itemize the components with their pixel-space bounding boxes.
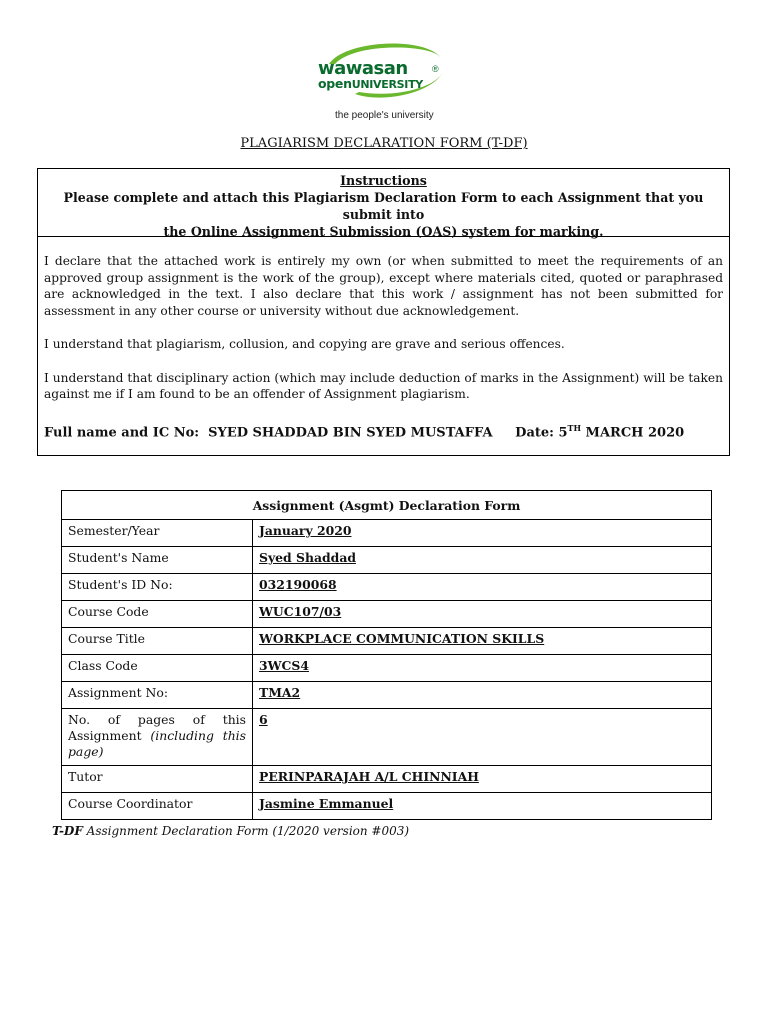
instructions-heading: Instructions: [340, 173, 427, 188]
course-coordinator-value: Jasmine Emmanuel: [253, 793, 712, 820]
assignment-form-title: Assignment (Asgmt) Declaration Form: [62, 491, 712, 520]
logo-tagline: the people's university: [335, 110, 434, 121]
row-label: No. of pages of this Assignment (including this page): [62, 709, 253, 766]
row-label: Assignment No:: [62, 682, 253, 709]
row-label: Class Code: [62, 655, 253, 682]
course-code-value: WUC107/03: [253, 601, 712, 628]
class-code-value: 3WCS4: [253, 655, 712, 682]
student-id-value: 032190068: [253, 574, 712, 601]
tutor-value: PERINPARAJAH A/L CHINNIAH: [253, 766, 712, 793]
course-title-value: WORKPLACE COMMUNICATION SKILLS: [253, 628, 712, 655]
form-title: PLAGIARISM DECLARATION FORM (T-DF): [240, 136, 528, 151]
instructions-line-2: the Online Assignment Submission (OAS) system for marking.: [163, 224, 604, 239]
assignment-no-value: TMA2: [253, 682, 712, 709]
table-row: [62, 766, 712, 793]
university-logo: [315, 42, 455, 124]
table-row: [62, 709, 712, 766]
semester-year-value: January 2020: [253, 520, 712, 547]
row-label: Semester/Year: [62, 520, 253, 547]
instructions-section: [38, 169, 729, 237]
table-row: [62, 682, 712, 709]
date-label: Date: 5: [515, 424, 568, 440]
table-row: [62, 628, 712, 655]
row-label: Student's ID No:: [62, 574, 253, 601]
declaration-paragraph-2: I understand that plagiarism, collusion, and copying are grave and serious offences.: [44, 337, 565, 351]
table-row: [62, 655, 712, 682]
row-label: Student's Name: [62, 547, 253, 574]
full-name-line: [44, 420, 723, 442]
table-row: [62, 793, 712, 820]
logo-open-university-text: openUNIVERSITY: [318, 76, 423, 91]
row-label: Course Title: [62, 628, 253, 655]
table-row: [62, 547, 712, 574]
form-version-caption: T-DF Assignment Declaration Form (1/2020 version #003): [52, 824, 410, 838]
instructions-line-1: Please complete and attach this Plagiarism Declaration Form to each Assignment that you submit into: [63, 190, 704, 222]
row-label: Tutor: [62, 766, 253, 793]
row-label: Course Coordinator: [62, 793, 253, 820]
assignment-declaration-table: [61, 490, 712, 820]
table-row: [62, 520, 712, 547]
declaration-box: [37, 168, 730, 456]
student-name-value: Syed Shaddad: [253, 547, 712, 574]
page-count-value: 6: [253, 709, 712, 766]
logo-wawasan-text: wawasan: [318, 58, 408, 79]
declaration-body: [38, 237, 729, 441]
full-name-value: SYED SHADDAD BIN SYED MUSTAFFA: [208, 424, 493, 440]
row-label: Course Code: [62, 601, 253, 628]
declaration-paragraph-3: I understand that disciplinary action (which may include deduction of marks in the Assignment) will be taken against me if I am found to be an offender of Assignment plagiarism.: [44, 370, 723, 401]
table-row: [62, 601, 712, 628]
date-value: MARCH 2020: [581, 424, 685, 440]
declaration-paragraph-1: I declare that the attached work is entirely my own (or when submitted to meet the requirements of an approved group assignment is the work of the group), except where materials cited, quoted or paraphrased are acknowledged in the text. I also declare that this work / assignment has not been submitted for assessment in any other course or university without due acknowledgement.: [44, 254, 723, 318]
table-row: [62, 574, 712, 601]
registered-mark: ®: [432, 64, 439, 74]
full-name-label: Full name and IC No:: [44, 424, 200, 440]
date-suffix: TH: [567, 422, 582, 433]
